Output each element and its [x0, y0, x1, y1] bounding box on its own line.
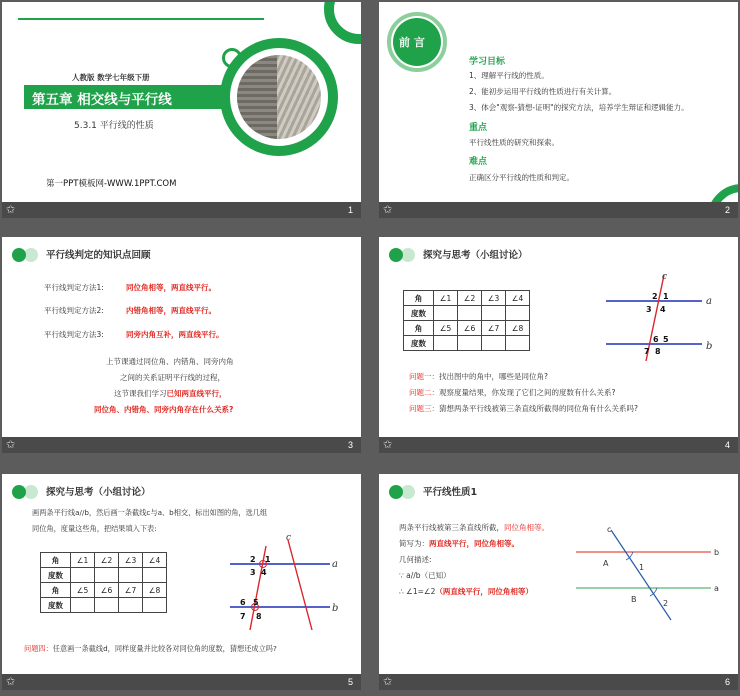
paragraph-line-1: 上节课通过同位角、内错角、同旁内角 [106, 357, 234, 366]
header-dots-icon [12, 485, 42, 499]
angle-8: 8 [655, 347, 661, 356]
table-cell: ∠2 [95, 553, 119, 568]
table-cell: ∠4 [506, 291, 530, 306]
angle-7: 7 [644, 347, 650, 356]
angle-1: 1 [663, 292, 669, 301]
slide-number: 5 [347, 677, 353, 687]
table-cell[interactable] [119, 568, 143, 583]
slide-bar [2, 437, 361, 453]
table-cell[interactable] [458, 306, 482, 321]
method-3-value: 同旁内角互补，两直线平行。 [126, 330, 224, 339]
paragraph-line-3 [114, 388, 227, 399]
slide-5-thumbnail[interactable] [2, 474, 361, 690]
conclusion-red: （两直线平行，同位角相等） [435, 587, 533, 596]
cover-image [234, 52, 324, 142]
angle-table [403, 290, 530, 351]
angle-5: 5 [663, 335, 669, 344]
angle-8: 8 [256, 612, 262, 621]
label-c: c [662, 272, 668, 282]
parallel-lines-diagram [228, 532, 353, 632]
slide-bar [379, 202, 738, 218]
slide-1-thumbnail[interactable] [2, 2, 361, 218]
table-cell: ∠5 [434, 321, 458, 336]
question-2-key: 问题二： [409, 388, 439, 397]
slide-bar [2, 202, 361, 218]
table-cell: ∠2 [458, 291, 482, 306]
label-c: c [607, 525, 612, 534]
table-cell: 角 [404, 291, 434, 306]
angle-2: 2 [663, 599, 669, 608]
table-cell[interactable] [458, 336, 482, 351]
question-1 [409, 371, 548, 382]
table-cell[interactable] [119, 598, 143, 613]
table-cell[interactable] [71, 568, 95, 583]
method-2-label: 平行线判定方法2: [44, 306, 104, 315]
table-cell: ∠1 [434, 291, 458, 306]
key-question: 同位角、内错角、同旁内角存在什么关系? [94, 405, 234, 414]
star-icon[interactable]: ✩ [383, 675, 393, 688]
angle-1: 1 [265, 555, 271, 564]
angle-table [40, 552, 167, 613]
angle-3: 3 [646, 305, 652, 314]
paragraph-line-2: 之间的关系证明平行线的过程， [120, 373, 225, 382]
table-cell[interactable] [506, 336, 530, 351]
slide-bar [379, 437, 738, 453]
table-cell[interactable] [506, 306, 530, 321]
chapter-title: 第五章 相交线与平行线 [32, 92, 172, 108]
question-2 [409, 387, 615, 398]
line-c [611, 530, 671, 620]
question-2-text: 观察度量结果，你发现了它们之间的度数有什么关系? [439, 388, 616, 397]
footer-site: 第一PPT模板网-WWW.1PPT.COM [46, 179, 177, 189]
angle-6: 6 [653, 335, 659, 344]
table-cell: ∠6 [458, 321, 482, 336]
short-form-line [399, 538, 519, 549]
point-A: A [603, 559, 609, 568]
table-cell[interactable] [95, 598, 119, 613]
top-green-line [18, 18, 264, 20]
point-B: B [631, 595, 637, 604]
label-a: a [706, 296, 712, 307]
header-dots-icon [389, 248, 419, 262]
slide-title: 平行线判定的知识点回顾 [46, 250, 151, 261]
line-d [288, 540, 312, 630]
goal-1: 1、理解平行线的性质。 [469, 71, 549, 80]
question-4-key: 问题四： [24, 644, 53, 653]
slide-6-thumbnail[interactable] [379, 474, 738, 690]
conclusion-line [399, 586, 533, 597]
slide-number: 4 [724, 440, 730, 450]
table-cell: ∠6 [95, 583, 119, 598]
slide-number: 2 [724, 205, 730, 215]
table-cell[interactable] [71, 598, 95, 613]
angle-6: 6 [240, 598, 246, 607]
table-cell: ∠3 [119, 553, 143, 568]
slide-4-thumbnail[interactable] [379, 237, 738, 453]
goal-3: 3、体会"观察-猜想-证明"的探究方法，培养学生辩证和逻辑能力。 [469, 103, 689, 112]
label-b: b [332, 603, 339, 614]
table-cell: ∠5 [71, 583, 95, 598]
question-3-key: 问题三： [409, 404, 439, 413]
star-icon[interactable]: ✩ [6, 438, 16, 451]
edition-label: 人教版 数学七年级下册 [72, 73, 150, 82]
goal-2: 2、能初步运用平行线的性质进行有关计算。 [469, 87, 617, 96]
slide-number: 6 [724, 677, 730, 687]
question-3-text: 猜想两条平行线被第三条直线所截得的同位角有什么关系吗? [439, 404, 638, 413]
angle-1: 1 [639, 563, 645, 572]
slide-number: 1 [347, 205, 353, 215]
table-cell: 角 [41, 553, 71, 568]
table-cell[interactable] [143, 598, 167, 613]
table-cell: ∠1 [71, 553, 95, 568]
question-3 [409, 403, 638, 414]
question-1-key: 问题一： [409, 372, 439, 381]
top-left-mini-ring [222, 48, 242, 68]
given-line: ∵ a//b（已知） [399, 571, 451, 580]
parallel-lines-diagram [604, 271, 724, 361]
table-cell: 度数 [41, 568, 71, 583]
key-heading: 重点 [469, 123, 488, 133]
label-c: c [286, 533, 292, 543]
slide-title: 探究与思考（小组讨论） [46, 487, 151, 498]
slide-title: 探究与思考（小组讨论） [423, 250, 528, 261]
table-cell[interactable] [434, 336, 458, 351]
slide-number: 3 [347, 440, 353, 450]
method-1-label: 平行线判定方法1: [44, 283, 104, 292]
table-cell[interactable] [95, 568, 119, 583]
star-icon[interactable]: ✩ [383, 203, 393, 216]
property-diagram [571, 522, 731, 622]
table-cell[interactable] [482, 306, 506, 321]
key-text: 平行线性质的研究和探索。 [469, 138, 559, 147]
star-icon[interactable]: ✩ [383, 438, 393, 451]
table-cell: 度数 [41, 598, 71, 613]
table-cell: ∠8 [143, 583, 167, 598]
difficulty-text: 正确区分平行线的性质和判定。 [469, 173, 574, 182]
angle-3: 3 [250, 568, 256, 577]
property-red: 同位角相等。 [504, 523, 549, 532]
table-cell: ∠7 [119, 583, 143, 598]
table-cell: ∠4 [143, 553, 167, 568]
paragraph-red: 已知两直线平行， [166, 389, 227, 398]
method-3-label: 平行线判定方法3: [44, 330, 104, 339]
difficulty-heading: 难点 [469, 157, 488, 167]
slide-2-thumbnail[interactable] [379, 2, 738, 218]
slide-3-thumbnail[interactable] [2, 237, 361, 453]
table-cell: 度数 [404, 306, 434, 321]
table-cell: ∠8 [506, 321, 530, 336]
header-dots-icon [389, 485, 419, 499]
intro-line-2: 同位角，度量这些角，把结果填入下表: [32, 524, 157, 533]
table-cell: 度数 [404, 336, 434, 351]
goals-heading: 学习目标 [469, 57, 506, 67]
table-cell[interactable] [143, 568, 167, 583]
label-a: a [332, 559, 338, 570]
label-a: a [714, 584, 719, 593]
star-icon[interactable]: ✩ [6, 203, 16, 216]
header-dots-icon [12, 248, 42, 262]
short-form-label: 简写为： [399, 539, 429, 548]
table-cell[interactable] [434, 306, 458, 321]
paragraph-line-3-text: 这节课我们学习 [114, 389, 167, 398]
slide-bar [2, 674, 361, 690]
green-arc-decor [324, 2, 361, 44]
question-4-text: 任意画一条截线d，同样度量并比较各对同位角的度数，猜想还成立吗? [52, 644, 277, 653]
slide-bar [379, 674, 738, 690]
method-2-value: 内错角相等，两直线平行。 [126, 306, 216, 315]
property-text: 两条平行线被第三条直线所截， [399, 523, 504, 532]
question-4 [24, 644, 277, 654]
table-cell[interactable] [482, 336, 506, 351]
angle-2: 2 [652, 292, 658, 301]
intro-line-1: 画两条平行线a//b，然后画一条截线c与a、b相交，标出如图的角，选几组 [32, 508, 268, 517]
table-cell: ∠3 [482, 291, 506, 306]
star-icon[interactable]: ✩ [6, 675, 16, 688]
slide-title: 平行线性质1 [423, 487, 478, 498]
table-cell: ∠7 [482, 321, 506, 336]
label-b: b [706, 341, 713, 352]
angle-7: 7 [240, 612, 246, 621]
method-1-value: 同位角相等，两直线平行。 [126, 283, 216, 292]
short-form-red: 两直线平行，同位角相等。 [429, 539, 519, 548]
angle-2: 2 [250, 555, 256, 564]
angle-5: 5 [253, 598, 259, 607]
table-cell: 角 [404, 321, 434, 336]
table-cell: 角 [41, 583, 71, 598]
geometry-desc-label: 几何描述: [399, 555, 432, 564]
preface-badge: 前 言 [399, 36, 425, 49]
angle-4: 4 [660, 305, 666, 314]
conclusion-text: ∴ ∠1=∠2 [399, 587, 436, 596]
section-title: 5.3.1 平行线的性质 [74, 121, 154, 131]
question-1-text: 找出图中的角中，哪些是同位角? [439, 372, 548, 381]
label-b: b [714, 548, 720, 557]
angle-4: 4 [261, 568, 267, 577]
property-line [399, 522, 549, 533]
